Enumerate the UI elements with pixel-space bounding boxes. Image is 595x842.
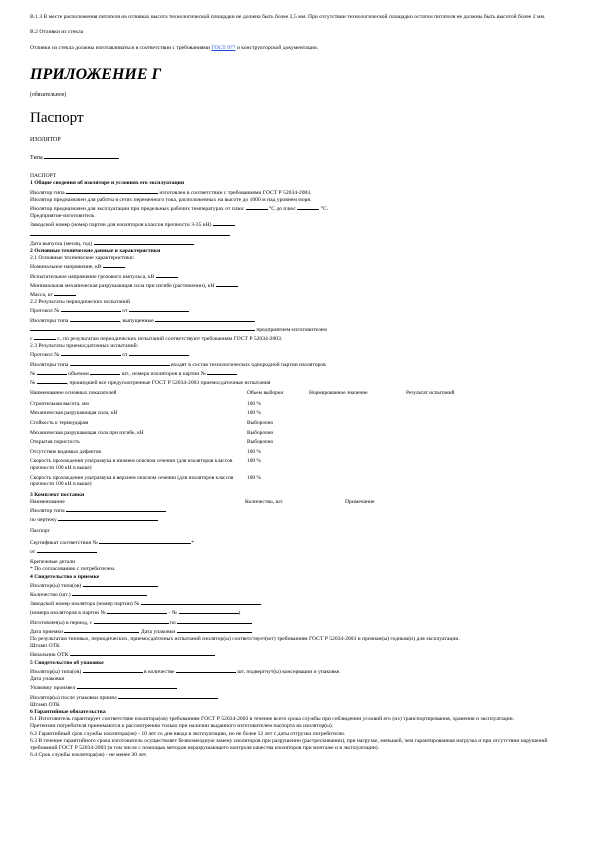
appendix-title: ПРИЛОЖЕНИЕ Г xyxy=(30,66,162,84)
table-row: Отсутствие видимых дефектов 100 % xyxy=(30,448,261,455)
packing-line-3: Упаковку произвел xyxy=(30,683,565,692)
type-line: Типа xyxy=(30,153,565,161)
acceptance-line-5: Изготовлен(ы) в период, с по xyxy=(30,618,565,627)
warranty-line-2: Претензии потребителя принимаются к рассмотрению только при наличии выданного изготовителем паспорта на изолятор(ы). xyxy=(30,723,334,730)
table-row: Скорость прохождения ультразвука в верхнем опасном сечении (для изоляторов классов прочности 100 кН и выше) 100 % xyxy=(30,474,261,488)
s21-line-1: Номинальное напряжение, кВ xyxy=(30,262,565,271)
acceptance-line-8: Штамп ОТК xyxy=(30,643,60,650)
section-5-title: 5 Свидетельство об упаковке xyxy=(30,659,104,666)
table-header-norm: Нормированное значение xyxy=(309,390,368,397)
section-2-title: 2 Основные технические данные и характеристики xyxy=(30,248,161,255)
s22-line-1: Протокол № от xyxy=(30,306,565,315)
s22-line-4: с г., по результатам периодических испытаний соответствуют требованиям ГОСТ Р 52034-2003. xyxy=(30,336,283,343)
s1-line-2: Изолятор предназначен для работы в сетях переменного тока, расположенных на высоте до 1000 м над уровнем моря. xyxy=(30,196,312,203)
acceptance-line-9: Начальник ОТК xyxy=(30,650,565,659)
intro-paragraph-2: Отливки из стекла должны изготавливаться в соответствии с требованиями ГОСТ 977 и конструкторской документации. xyxy=(30,44,319,51)
table-header-row xyxy=(30,389,565,401)
insulator-label: ИЗОЛЯТОР xyxy=(30,137,61,144)
warranty-line-3: 6.2 Гарантийный срок службы изолятора(ов) - 10 лет со дня ввода в эксплуатацию, но не более 12 лет с даты отгрузки потребителю. xyxy=(30,730,346,737)
warranty-line-1: 6.1 Изготовитель гарантирует соответствие изолятора(ов) требованиям ГОСТ Р 52034-2003 в течение всего срока службы при соблюдении условий его (их) транспортирования, хранения и эксплуатации. xyxy=(30,716,515,723)
table-header-result: Результат испытаний xyxy=(406,390,455,397)
section-6-title: 6 Гарантийные обязательства xyxy=(30,708,106,715)
s22-line-3: предприятием-изготовителем xyxy=(30,325,565,334)
passport-header: ПАСПОРТ xyxy=(30,173,57,180)
s1-line-4: Предприятие-изготовитель xyxy=(30,213,95,220)
s22-title: 2.2 Результаты периодических испытаний xyxy=(30,299,130,306)
s23-title: 2.3 Результаты приемосдаточных испытаний: xyxy=(30,343,139,350)
acceptance-line-3: Заводской номер изолятора (номер партии) № xyxy=(30,599,565,608)
s1-line-3: Изолятор предназначен для эксплуатации при предельных рабочих температурах от плюс °С до плюс °С. xyxy=(30,206,329,213)
packing-line-2: Дата упаковки xyxy=(30,676,65,683)
packing-line-1: Изолятор(ы) типа(ов) в количестве шт. подвергнут(ы) консервации и упаковке. xyxy=(30,668,341,675)
table-row: Открытая пористость Выборочно xyxy=(30,439,274,446)
warranty-line-5: 6.4 Срок службы изолятора(ов) - не менее 30 лет. xyxy=(30,752,148,759)
s21-title: 2.1 Основные технические характеристики: xyxy=(30,255,135,262)
section-4-title: 4 Свидетельство о приемке xyxy=(30,573,100,580)
table-row: Механическая разрушающая сила при изгибе, кН Выборочно xyxy=(30,429,274,436)
acceptance-line-2: Количество (шт.) xyxy=(30,590,565,599)
table-header-name: Наименование основных показателей xyxy=(30,390,117,397)
s1-line-blank xyxy=(30,230,565,239)
s23-line-4: № , прошедшей все предусмотренные ГОСТ Р 52034-2003 приемосдаточные испытания xyxy=(30,380,271,387)
acceptance-line-1: Изолятор(ы) типа(ов) xyxy=(30,581,565,590)
tests-table xyxy=(30,389,565,491)
table-header-sample: Объем выборки xyxy=(247,390,284,397)
acceptance-line-4: (номера изоляторов в партии № - № ) xyxy=(30,610,241,617)
type-field xyxy=(44,153,119,159)
appendix-note: (обязательное) xyxy=(30,92,67,99)
acceptance-line-6: Дата приемки Дата упаковки xyxy=(30,627,565,636)
gost-977-link[interactable]: ГОСТ 977 xyxy=(211,44,236,51)
packing-line-5: Штамп ОТК xyxy=(30,701,60,708)
intro-paragraph: В.1.3 В месте расположения питателя на отливках высота технологической площадки не должна быть более 2,5 мм. При отсутствии технологической площадки остатки питателя не должны быть высотой более 2 мм. xyxy=(30,14,546,20)
s1-line-6: Дата выпуска (месяц, год) xyxy=(30,239,565,248)
section-3-title: 3 Комплект поставки xyxy=(30,491,85,498)
table-row: Стойкость к термоударам Выборочно xyxy=(30,420,274,427)
s21-line-3: Минимальная механическая разрушающая сила при изгибе (растяжении), кН xyxy=(30,281,565,290)
delivery-columns: Наименование Количество, шт. Примечание xyxy=(30,499,375,506)
section-1-title: 1 Общие сведения об изоляторе и условиях его эксплуатации xyxy=(30,180,185,187)
delivery-line-3: Паспорт xyxy=(30,527,50,534)
packing-line-4: Изолятор(ы) после упаковки принял xyxy=(30,693,565,702)
table-row: Скорость прохождения ультразвука в нижнем опасном сечении (для изоляторов классов прочности 100 кН и выше) 100 % xyxy=(30,458,261,472)
s21-line-4: Масса, кг xyxy=(30,290,565,299)
s23-line-2: Изоляторы типа входят в состав технологических однородной партии изоляторов xyxy=(30,361,326,368)
warranty-line-4: 6.3 В течение гарантийного срока изготовитель осуществляет безвозмездную замену изоляторов при разрушении (растрескивании), при нагрузке, меньшей, чем гарантированная нагрузка и при отсутствии нарушений требований ГОСТ Р 52034-2003 (в том числе с помощью методов неразрушающего контроля качества изоляторов при монтаже и в эксплуатации). xyxy=(30,737,549,751)
s23-line-1: Протокол № от xyxy=(30,350,565,359)
table-row: Механическая разрушающая сила, кН 100 % xyxy=(30,410,261,417)
passport-title: Паспорт xyxy=(30,110,84,127)
s21-line-2: Испытательное напряжение грозового импульса, кВ xyxy=(30,272,565,281)
s1-line-5: Заводской номер (номер партии для изоляторов классов прочности 3-35 кН) xyxy=(30,220,565,229)
delivery-line-6: Крепежные детали xyxy=(30,559,76,566)
s23-line-3: № объемом шт., номера изоляторов в партии № xyxy=(30,369,565,378)
delivery-line-5: от xyxy=(30,547,565,556)
s1-line-1: Изолятор типа изготовлен в соответствии с требованиями ГОСТ Р 52034-2003. xyxy=(30,189,312,196)
delivery-line-4: Сертификат соответствия № * xyxy=(30,539,194,546)
delivery-line-2: по чертежу xyxy=(30,515,565,524)
delivery-line-1: Изолятор типа xyxy=(30,506,565,515)
s22-line-2: Изоляторы типа , выпущенные xyxy=(30,316,565,325)
section-heading: В.2 Отливки из стекла xyxy=(30,29,84,36)
acceptance-line-7: По результатам типовых, периодических, приемосдаточных испытаний изолятор(ы) соответствует(ют) требованиям ГОСТ Р 52034-2003 и признан(ы) годным(и) для эксплуатации. xyxy=(30,636,460,643)
table-row: Строительная высота, мм 100 % xyxy=(30,400,261,407)
delivery-footnote: * По согласованию с потребителем. xyxy=(30,566,116,573)
